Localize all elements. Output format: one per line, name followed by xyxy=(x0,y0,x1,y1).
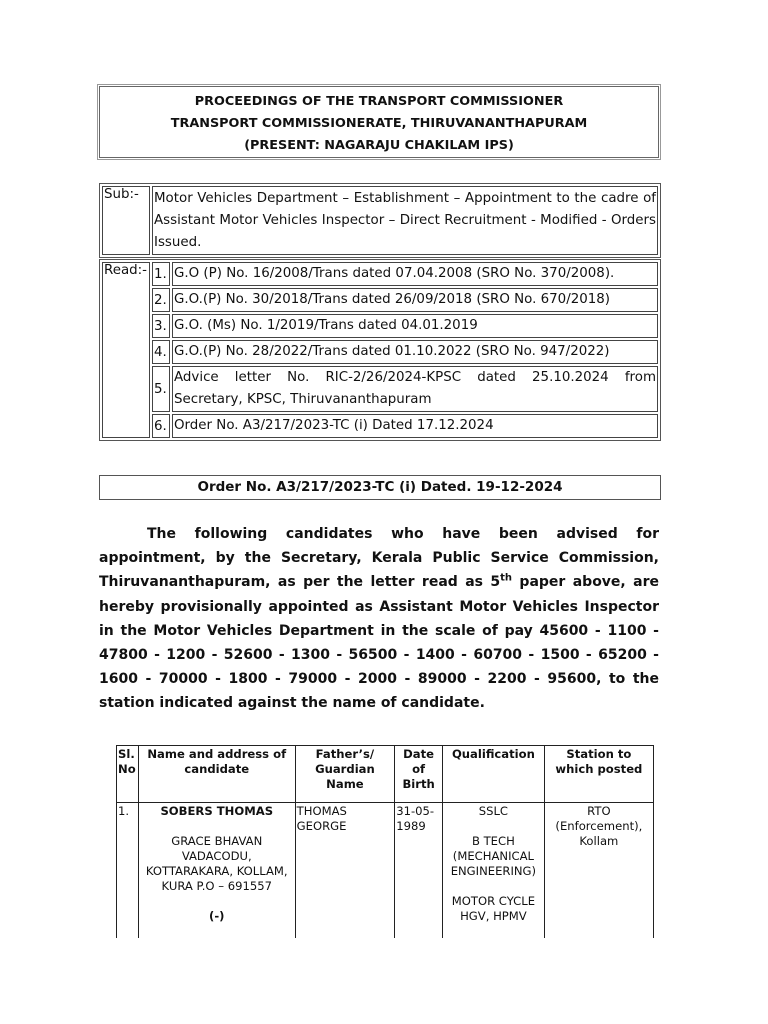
candidate-address: GRACE BHAVAN VADACODU, KOTTARAKARA, KOLLAM, KURA P.O – 691557 xyxy=(145,834,288,893)
header-station: Station to which posted xyxy=(544,746,653,803)
read-item-text: G.O.(P) No. 28/2022/Trans dated 01.10.2022 (SRO No. 947/2022) xyxy=(172,340,658,364)
header-father-name: Father’s/ Guardian Name xyxy=(295,746,395,803)
read-item-text: Advice letter No. RIC-2/26/2024-KPSC dated 25.10.2024 from Secretary, KPSC, Thiruvananthapuram xyxy=(172,366,658,412)
header-line-1: PROCEEDINGS OF THE TRANSPORT COMMISSIONER xyxy=(194,94,564,109)
body-superscript: th xyxy=(500,572,513,584)
candidate-name: SOBERS THOMAS xyxy=(160,804,274,818)
header-qualification: Qualification xyxy=(443,746,545,803)
header-line-3: (PRESENT: NAGARAJU CHAKILAM IPS) xyxy=(244,138,514,153)
header-name-address: Name and address of candidate xyxy=(138,746,295,803)
order-number-title: Order No. A3/217/2023-TC (i) Dated. 19-12-2024 xyxy=(99,475,661,500)
body-text-part2: paper above, are hereby provisionally appointed as Assistant Motor Vehicles Inspector in the Motor Vehicles Department in the scale of pay 45600 - 1100 - 47800 - 1200 - 52600 - 1300 - 56500 - 1400 - 60700 - 1500 - 65200 - 1600 - 70000 - 1800 - 79000 - 2000 - 89000 - 2200 - 95600, to the station indicated against the name of candidate. xyxy=(99,574,659,712)
qualification-2: B TECH (MECHANICAL ENGINEERING) xyxy=(450,834,537,878)
candidates-table xyxy=(116,745,654,938)
read-item-number: 2. xyxy=(152,288,170,312)
cell-name-address xyxy=(138,803,295,939)
read-item-text: G.O. (Ms) No. 1/2019/Trans dated 04.01.2019 xyxy=(172,314,658,338)
read-item-number: 6. xyxy=(152,414,170,438)
qualification-1: SSLC xyxy=(478,804,509,818)
body-text-part1: The following candidates who have been advised for appointment, by the Secretary, Kerala Public Service Commission, Thiruvananthapuram, as per the letter read as 5 xyxy=(99,526,659,591)
read-label: Read:- xyxy=(102,262,150,438)
cell-station: RTO (Enforcement), Kollam xyxy=(544,803,653,939)
read-item-number: 4. xyxy=(152,340,170,364)
cell-sl-no: 1. xyxy=(117,803,139,939)
read-item-number: 3. xyxy=(152,314,170,338)
table-header-row xyxy=(117,746,654,803)
read-item-text: G.O.(P) No. 30/2018/Trans dated 26/09/2018 (SRO No. 670/2018) xyxy=(172,288,658,312)
table-row xyxy=(117,803,654,939)
proceedings-header xyxy=(99,86,659,158)
read-references-table xyxy=(99,259,661,441)
read-item-number: 5. xyxy=(152,366,170,412)
header-sl-no: Sl. No xyxy=(117,746,139,803)
header-line-2: TRANSPORT COMMISSIONERATE, THIRUVANANTHAPURAM xyxy=(170,116,588,131)
qualification-3: MOTOR CYCLE HGV, HPMV xyxy=(451,894,536,923)
header-date-of-birth: Date of Birth xyxy=(395,746,443,803)
read-item-text: G.O (P) No. 16/2008/Trans dated 07.04.2008 (SRO No. 370/2008). xyxy=(172,262,658,286)
candidate-category: (-) xyxy=(209,909,225,923)
subject-label: Sub:- xyxy=(102,186,150,255)
read-item-text: Order No. A3/217/2023-TC (i) Dated 17.12.2024 xyxy=(172,414,658,438)
subject-text: Motor Vehicles Department – Establishment – Appointment to the cadre of Assistant Motor Vehicles Inspector – Direct Recruitment - Modified - Orders Issued. xyxy=(152,186,658,255)
read-item-number: 1. xyxy=(152,262,170,286)
cell-father-name: THOMAS GEORGE xyxy=(295,803,395,939)
cell-qualification xyxy=(443,803,545,939)
cell-date-of-birth: 31-05-1989 xyxy=(395,803,443,939)
order-body-paragraph xyxy=(99,522,659,716)
subject-table xyxy=(99,183,661,258)
